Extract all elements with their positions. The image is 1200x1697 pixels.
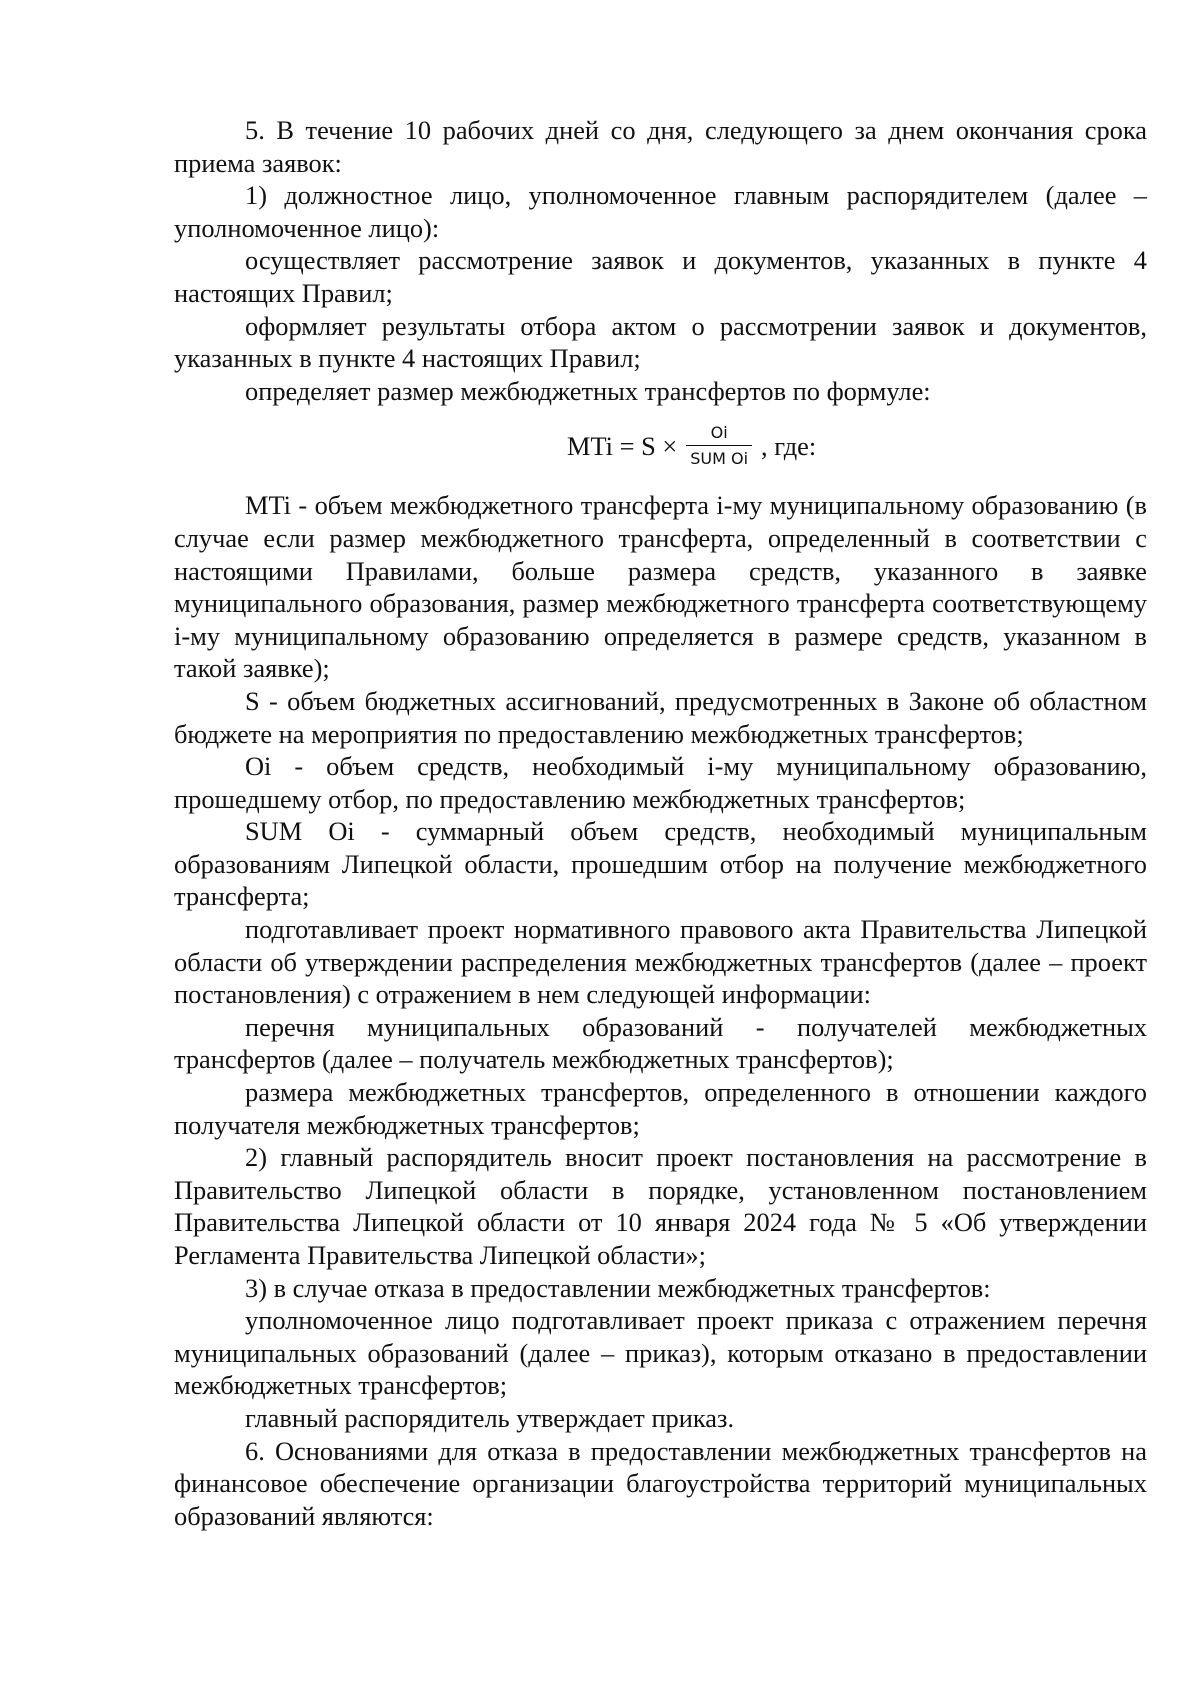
formula-denominator: SUM Oi [686,445,752,469]
paragraph-review-applications: осуществляет рассмотрение заявок и документов, указанных в пункте 4 настоящих Правил; [174,245,1147,308]
paragraph-def-mti: MTi - объем межбюджетного трансферта i-му муниципальному образованию (в случае если размер межбюджетного трансферта, определенный в соответствии с настоящими Правилами, больше размера средств, указанного в заявке муниципального образования, размер межбюджетного трансферта соответствующему i-му муниципальному образованию определяется в размере средств, указанном в такой заявке); [174,490,1147,684]
document-body [174,114,1147,1532]
paragraph-subitem-3: 3) в случае отказа в предоставлении межбюджетных трансфертов: [245,1272,991,1303]
transfer-formula [567,423,816,469]
paragraph-subitem-2: 2) главный распорядитель вносит проект постановления на рассмотрение в Правительство Липецкой области в порядке, установленном постановлением Правительства Липецкой области от 10 января 2024 года № 5 «Об утверждении Регламента Правительства Липецкой области»; [174,1142,1147,1270]
paragraph-subitem-1: 1) должностное лицо, уполномоченное главным распорядителем (далее – уполномоченное лицо): [174,180,1147,243]
paragraph-transfer-size: размера межбюджетных трансфертов, определенного в отношении каждого получателя межбюджетных трансфертов; [174,1077,1147,1140]
paragraph-recipients-list: перечня муниципальных образований - получателей межбюджетных трансфертов (далее – получатель межбюджетных трансфертов); [174,1011,1147,1075]
formula-numerator: Oi [710,423,728,443]
paragraph-order-approval: главный распорядитель утверждает приказ. [245,1402,735,1433]
paragraph-def-oi: Oi - объем средств, необходимый i-му муниципальному образованию, прошедшему отбор, по предоставлению межбюджетных трансфертов; [174,751,1147,814]
formula-block [174,407,1147,489]
formula-lhs: MTi = S × [567,431,678,462]
paragraph-selection-results: оформляет результаты отбора актом о рассмотрении заявок и документов, указанных в пункте 4 настоящих Правил; [174,310,1147,374]
paragraph-item-6-intro: 6. Основаниями для отказа в предоставлении межбюджетных трансфертов на финансовое обеспечение организации благоустройства территорий муниципальных образований являются: [174,1435,1147,1531]
paragraph-def-s: S - объем бюджетных ассигнований, предусмотренных в Законе об областном бюджете на мероприятия по предоставлению межбюджетных трансфертов; [174,685,1147,749]
paragraph-refusal-order-draft: уполномоченное лицо подготавливает проект приказа с отражением перечня муниципальных образований (далее – приказ), которым отказано в предоставлении межбюджетных трансфертов; [174,1305,1147,1401]
formula-suffix: , где: [761,431,817,462]
formula-fraction [686,423,752,469]
paragraph-formula-intro: определяет размер межбюджетных трансфертов по формуле: [245,375,931,406]
paragraph-item-5-intro: 5. В течение 10 рабочих дней со дня, следующего за днем окончания срока приема заявок: [174,115,1147,178]
paragraph-prepare-draft: подготавливает проект нормативного правового акта Правительства Липецкой области об утверждении распределения межбюджетных трансфертов (далее – проект постановления) с отражением в нем следующей информации: [174,914,1147,1010]
paragraph-def-sum-oi: SUM Oi - суммарный объем средств, необходимый муниципальным образованиям Липецкой области, прошедшим отбор на получение межбюджетного трансферта; [174,816,1147,912]
